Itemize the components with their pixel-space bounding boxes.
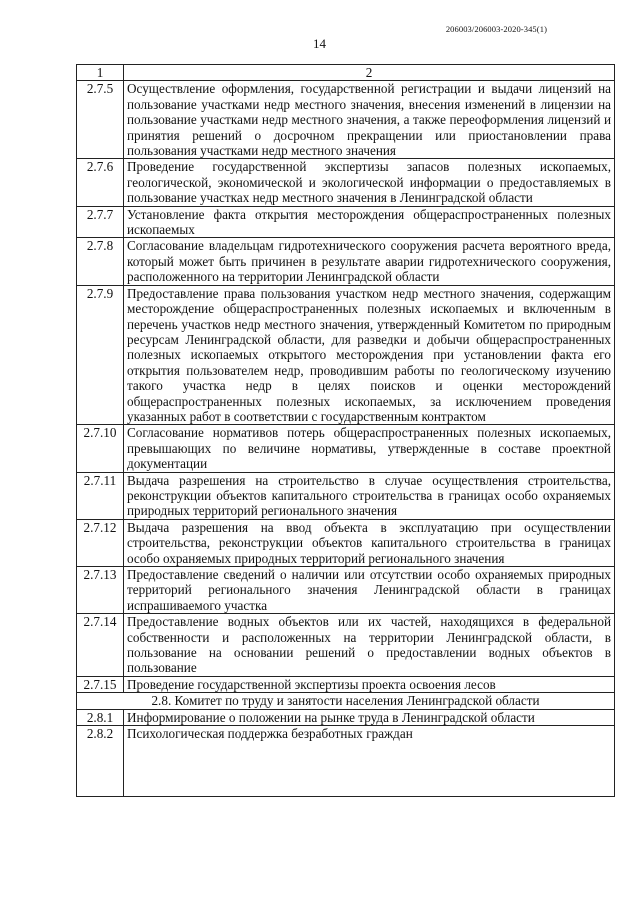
row-number: 2.7.5 (77, 81, 124, 159)
row-description: Согласование владельцам гидротехнического сооружения расчета вероятного вреда, который может быть причинен в результате аварии гидротехнического сооружения, расположенного на территории Ленинградской области (124, 238, 615, 285)
row-description: Проведение государственной экспертизы проекта освоения лесов (124, 676, 615, 692)
row-number: 2.8.2 (77, 726, 124, 797)
table-row (77, 81, 615, 159)
table-row (77, 238, 615, 285)
table-row (77, 676, 615, 692)
page-number: 14 (313, 36, 326, 51)
row-number: 2.7.11 (77, 472, 124, 519)
table-row (77, 425, 615, 472)
row-number: 2.7.7 (77, 206, 124, 238)
services-table (76, 64, 615, 797)
table-row (77, 159, 615, 206)
services-table-body (77, 65, 615, 797)
row-number: 2.7.14 (77, 614, 124, 677)
table-row (77, 472, 615, 519)
table-row (77, 614, 615, 677)
row-description: Предоставление сведений о наличии или отсутствии особо охраняемых природных территорий регионального значения Ленинградской области в границах испрашиваемого участка (124, 567, 615, 614)
row-number: 2.7.10 (77, 425, 124, 472)
section-title: 2.8. Комитет по труду и занятости населения Ленинградской области (77, 693, 615, 709)
row-number: 2.7.15 (77, 676, 124, 692)
row-number: 2.7.12 (77, 519, 124, 566)
row-number: 2.7.13 (77, 567, 124, 614)
table-row (77, 709, 615, 725)
row-description: Выдача разрешения на строительство в случае осуществления строительства, реконструкции объектов капитального строительства в границах особо охраняемых природных территорий регионального значения (124, 472, 615, 519)
table-row (77, 519, 615, 566)
table-row (77, 726, 615, 797)
row-description: Информирование о положении на рынке труда в Ленинградской области (124, 709, 615, 725)
row-description: Выдача разрешения на ввод объекта в эксплуатацию при осуществлении строительства, реконструкции объектов капитального строительства в границах особо охраняемых природных территорий регионального значения (124, 519, 615, 566)
row-description: Проведение государственной экспертизы запасов полезных ископаемых, геологической, экономической и экологической информации о предоставляемых в пользование участках недр местного значения в Ленинградской области (124, 159, 615, 206)
row-description: Предоставление права пользования участком недр местного значения, содержащим месторождение общераспространенных полезных ископаемых и включенным в перечень участков недр местного значения, утвержденный Комитетом по природным ресурсам Ленинградской области, для разведки и добычи общераспространенных полезных ископаемых открытого месторождения при установлении факта его открытия пользователем недр, проводившим работы по геологическому изучению такого участка недр в целях поисков и оценки месторождений общераспространенных полезных ископаемых, за исключением проведения указанных работ в соответствии с государственным контрактом (124, 285, 615, 425)
row-number: 2.7.9 (77, 285, 124, 425)
table-header-row (77, 65, 615, 81)
row-number: 2.7.8 (77, 238, 124, 285)
document-code: 206003/206003-2020-345(1) (445, 24, 547, 34)
section-header-row (77, 693, 615, 709)
table-row (77, 206, 615, 238)
row-number: 2.8.1 (77, 709, 124, 725)
row-description: Предоставление водных объектов или их частей, находящихся в федеральной собственности и расположенных на территории Ленинградской области, в пользование на основании решений о предоставлении водных объектов в пользование (124, 614, 615, 677)
table-row (77, 285, 615, 425)
row-description: Осуществление оформления, государственной регистрации и выдачи лицензий на пользование участками недр местного значения, внесения изменений в лицензии на пользование участками недр местного значения, а также переоформления лицензий и принятия решений о досрочном прекращении или приостановлении права пользования участками недр местного значения (124, 81, 615, 159)
row-description: Психологическая поддержка безработных граждан (124, 726, 615, 797)
row-number: 2.7.6 (77, 159, 124, 206)
header-col-2: 2 (124, 65, 615, 81)
row-description: Установление факта открытия месторождения общераспространенных полезных ископаемых (124, 206, 615, 238)
row-description: Согласование нормативов потерь общераспространенных полезных ископаемых, превышающих по величине нормативы, утвержденные в составе проектной документации (124, 425, 615, 472)
header-col-1: 1 (77, 65, 124, 81)
table-row (77, 567, 615, 614)
